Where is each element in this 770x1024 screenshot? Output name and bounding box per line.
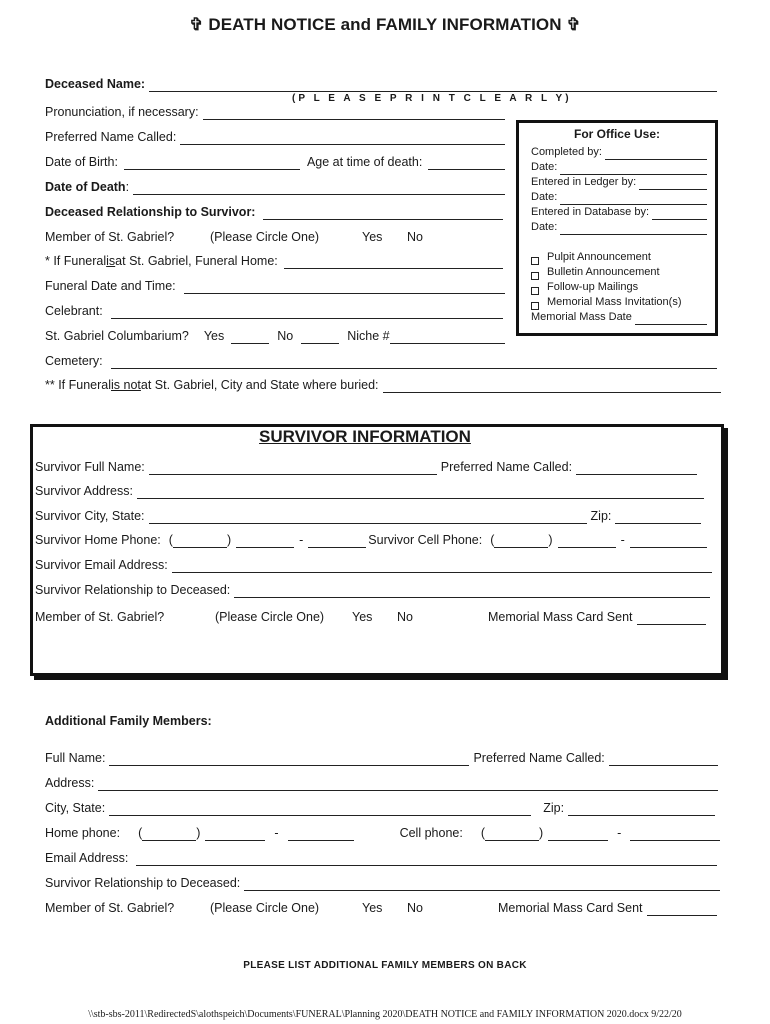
memorial-date-label: Memorial Mass Date xyxy=(531,311,632,323)
dob-label: Date of Birth: xyxy=(45,155,118,169)
family-circle-label: (Please Circle One) xyxy=(210,901,320,915)
pronunciation-label: Pronunciation, if necessary: xyxy=(45,105,199,119)
family-preferred-field[interactable] xyxy=(609,753,718,766)
survivor-card-row xyxy=(488,609,706,625)
survivor-city-field[interactable] xyxy=(149,511,587,524)
survivor-preferred-label: Preferred Name Called: xyxy=(440,460,573,474)
family-heading: Additional Family Members: xyxy=(45,714,212,728)
back-note: PLEASE LIST ADDITIONAL FAMILY MEMBERS ON BACK xyxy=(243,960,527,971)
survivor-home-line-field[interactable] xyxy=(308,535,366,548)
survivor-name-label: Survivor Full Name: xyxy=(35,460,145,474)
survivor-card-label: Memorial Mass Card Sent xyxy=(488,610,633,624)
dod-row xyxy=(45,179,505,195)
ledger-label: Entered in Ledger by: xyxy=(531,176,637,188)
family-cell-phone-label: Cell phone: xyxy=(399,826,463,840)
burial-location-field[interactable] xyxy=(383,380,721,393)
survivor-cell-area-field[interactable] xyxy=(494,535,548,548)
member-label: Member of St. Gabriel? xyxy=(45,230,175,244)
funeral-home-label-is: is xyxy=(106,254,116,268)
survivor-no-option[interactable]: No xyxy=(397,610,413,624)
cemetery-label: Cemetery: xyxy=(45,354,103,368)
member-yes-option[interactable]: Yes xyxy=(362,230,383,244)
office-date2-field[interactable] xyxy=(560,194,707,205)
family-home-area-field[interactable] xyxy=(142,828,196,841)
office-date2-label: Date: xyxy=(531,191,558,203)
dash: - xyxy=(299,533,304,547)
database-field[interactable] xyxy=(652,209,707,220)
member-no-option[interactable]: No xyxy=(407,230,423,244)
office-date1-row xyxy=(519,160,715,175)
footer-path: \\stb-sbs-2011\RedirectedS\alothspeich\Documents\FUNERAL\Planning 2020\DEATH NOTICE and FAMILY INFORMATION 2020.docx 9/22/20 xyxy=(88,1009,682,1020)
office-use-box xyxy=(516,120,718,336)
checkbox-icon[interactable] xyxy=(531,272,539,280)
survivor-circle-label: (Please Circle One) xyxy=(215,610,325,624)
dob-field[interactable] xyxy=(124,157,300,170)
columbarium-yes-label: Yes xyxy=(203,329,225,343)
survivor-name-row xyxy=(35,459,697,475)
survivor-phone-row xyxy=(35,532,707,548)
database-label: Entered in Database by: xyxy=(531,206,650,218)
survivor-heading: SURVIVOR INFORMATION xyxy=(259,427,471,446)
family-yes-option[interactable]: Yes xyxy=(362,901,383,915)
family-relationship-field[interactable] xyxy=(244,878,720,891)
check-pulpit-label: Pulpit Announcement xyxy=(547,251,651,263)
office-date2-row xyxy=(519,190,715,205)
survivor-address-label: Survivor Address: xyxy=(35,484,133,498)
survivor-relationship-row xyxy=(35,582,710,598)
family-address-row xyxy=(45,775,718,791)
paren-close: ) xyxy=(548,533,553,547)
survivor-city-row xyxy=(35,508,701,524)
survivor-email-row xyxy=(35,557,712,573)
survivor-relationship-label: Survivor Relationship to Deceased: xyxy=(35,583,231,597)
family-card-row xyxy=(498,900,717,916)
family-preferred-label: Preferred Name Called: xyxy=(473,751,605,765)
burial-label-pre: ** If Funeral xyxy=(45,378,112,392)
survivor-address-row xyxy=(35,483,704,499)
dash: - xyxy=(274,826,279,840)
family-home-line-field[interactable] xyxy=(288,828,354,841)
dash: - xyxy=(617,826,622,840)
dash: - xyxy=(620,533,625,547)
check-followup-label: Follow-up Mailings xyxy=(547,281,639,293)
survivor-preferred-field[interactable] xyxy=(576,462,697,475)
family-zip-label: Zip: xyxy=(543,801,565,815)
database-row xyxy=(519,205,715,220)
dod-field[interactable] xyxy=(133,182,505,195)
celebrant-field[interactable] xyxy=(111,306,503,319)
pronunciation-field[interactable] xyxy=(203,107,505,120)
family-name-label: Full Name: xyxy=(45,751,106,765)
family-home-phone-label: Home phone: xyxy=(45,826,121,840)
survivor-zip-label: Zip: xyxy=(590,509,612,523)
survivor-cell-line-field[interactable] xyxy=(630,535,707,548)
page-title: ✞ DEATH NOTICE and FAMILY INFORMATION ✞ xyxy=(189,15,581,34)
age-field[interactable] xyxy=(428,157,505,170)
family-email-label: Email Address: xyxy=(45,851,129,865)
paren-open: ( xyxy=(168,533,173,547)
columbarium-row xyxy=(45,328,505,344)
memorial-date-row xyxy=(519,310,715,325)
celebrant-label: Celebrant: xyxy=(45,304,103,318)
paren-open: ( xyxy=(138,826,143,840)
survivor-home-phone-label: Survivor Home Phone: xyxy=(35,533,161,547)
family-phone-row xyxy=(45,825,720,841)
family-no-option[interactable]: No xyxy=(407,901,423,915)
paren-open: ( xyxy=(480,826,485,840)
burial-label-post: at St. Gabriel, City and State where buried: xyxy=(140,378,379,392)
burial-location-row xyxy=(45,377,721,393)
celebrant-row xyxy=(45,303,503,319)
family-relationship-row xyxy=(45,875,720,891)
survivor-yes-option[interactable]: Yes xyxy=(352,610,373,624)
check-bulletin-label: Bulletin Announcement xyxy=(547,266,660,278)
check-followup[interactable] xyxy=(519,280,715,295)
family-cell-line-field[interactable] xyxy=(630,828,720,841)
survivor-zip-field[interactable] xyxy=(615,511,701,524)
funeral-home-label-post: at St. Gabriel, Funeral Home: xyxy=(115,254,278,268)
preferred-name-row xyxy=(45,129,505,145)
survivor-name-field[interactable] xyxy=(149,462,437,475)
paren-close: ) xyxy=(539,826,544,840)
paren-open: ( xyxy=(490,533,495,547)
checkbox-icon[interactable] xyxy=(531,287,539,295)
office-use-heading: For Office Use: xyxy=(573,127,660,141)
paren-close: ) xyxy=(226,533,232,547)
dod-label: Date of Death xyxy=(45,180,126,194)
ledger-row xyxy=(519,175,715,190)
family-member-label: Member of St. Gabriel? xyxy=(45,901,175,915)
check-invitation[interactable] xyxy=(519,295,715,310)
check-pulpit[interactable] xyxy=(519,250,715,265)
funeral-date-field[interactable] xyxy=(184,281,505,294)
survivor-card-field[interactable] xyxy=(637,612,707,625)
completed-by-label: Completed by: xyxy=(531,146,602,158)
check-bulletin[interactable] xyxy=(519,265,715,280)
funeral-date-row xyxy=(45,278,505,294)
family-address-label: Address: xyxy=(45,776,95,790)
completed-by-field[interactable] xyxy=(605,149,707,160)
family-cell-prefix-field[interactable] xyxy=(548,828,608,841)
columbarium-label: St. Gabriel Columbarium? xyxy=(45,329,189,343)
check-invitation-label: Memorial Mass Invitation(s) xyxy=(547,296,682,308)
survivor-member-label: Member of St. Gabriel? xyxy=(35,610,165,624)
family-name-row xyxy=(45,750,718,766)
preferred-name-field[interactable] xyxy=(180,132,505,145)
deceased-name-label: Deceased Name: xyxy=(45,77,146,91)
columbarium-no-label: No xyxy=(277,329,294,343)
survivor-email-field[interactable] xyxy=(172,560,712,573)
preferred-name-label: Preferred Name Called: xyxy=(45,130,177,144)
family-zip-field[interactable] xyxy=(568,803,715,816)
cemetery-field[interactable] xyxy=(111,356,717,369)
niche-label: Niche # xyxy=(347,329,390,343)
survivor-relationship-field[interactable] xyxy=(234,585,710,598)
office-date1-field[interactable] xyxy=(560,164,707,175)
dod-colon: : xyxy=(125,180,130,194)
family-address-field[interactable] xyxy=(98,778,718,791)
survivor-home-area-field[interactable] xyxy=(173,535,227,548)
relationship-label: Deceased Relationship to Survivor: xyxy=(45,205,256,219)
niche-field[interactable] xyxy=(390,331,505,344)
survivor-city-label: Survivor City, State: xyxy=(35,509,145,523)
family-email-row xyxy=(45,850,717,866)
ledger-field[interactable] xyxy=(639,179,707,190)
age-label: Age at time of death: xyxy=(306,155,423,169)
paren-close: ) xyxy=(196,826,201,840)
pronunciation-row xyxy=(45,104,505,120)
family-card-label: Memorial Mass Card Sent xyxy=(498,901,643,915)
family-email-field[interactable] xyxy=(136,853,717,866)
columbarium-no-field[interactable] xyxy=(301,331,339,344)
survivor-cell-phone-label: Survivor Cell Phone: xyxy=(368,533,483,547)
dob-row xyxy=(45,154,505,170)
family-city-row xyxy=(45,800,715,816)
family-card-field[interactable] xyxy=(647,903,718,916)
relationship-field[interactable] xyxy=(263,207,503,220)
family-city-field[interactable] xyxy=(109,803,531,816)
cemetery-row xyxy=(45,353,717,369)
deceased-name-field[interactable] xyxy=(149,79,717,92)
funeral-home-field[interactable] xyxy=(284,256,503,269)
relationship-row xyxy=(45,204,503,220)
family-name-field[interactable] xyxy=(109,753,469,766)
print-clearly-caption: (P L E A S E P R I N T C L E A R L Y) xyxy=(292,93,572,104)
family-home-prefix-field[interactable] xyxy=(205,828,265,841)
funeral-date-label: Funeral Date and Time: xyxy=(45,279,176,293)
survivor-address-field[interactable] xyxy=(137,486,704,499)
office-date1-label: Date: xyxy=(531,161,558,173)
survivor-home-prefix-field[interactable] xyxy=(236,535,294,548)
funeral-home-label-pre: * If Funeral xyxy=(45,254,107,268)
family-city-label: City, State: xyxy=(45,801,106,815)
survivor-cell-prefix-field[interactable] xyxy=(558,535,616,548)
family-relationship-label: Survivor Relationship to Deceased: xyxy=(45,876,241,890)
checkbox-icon[interactable] xyxy=(531,257,539,265)
survivor-email-label: Survivor Email Address: xyxy=(35,558,168,572)
completed-by-row xyxy=(519,145,715,160)
checkbox-icon[interactable] xyxy=(531,302,539,310)
burial-label-isnot: is not xyxy=(111,378,141,392)
family-cell-area-field[interactable] xyxy=(485,828,539,841)
funeral-home-row xyxy=(45,253,503,269)
memorial-date-field[interactable] xyxy=(635,314,707,325)
office-date3-row xyxy=(519,220,715,235)
columbarium-yes-field[interactable] xyxy=(231,331,269,344)
circle-label: (Please Circle One) xyxy=(210,230,320,244)
office-date3-label: Date: xyxy=(531,221,558,233)
office-date3-field[interactable] xyxy=(560,224,707,235)
deceased-name-row xyxy=(45,76,717,92)
